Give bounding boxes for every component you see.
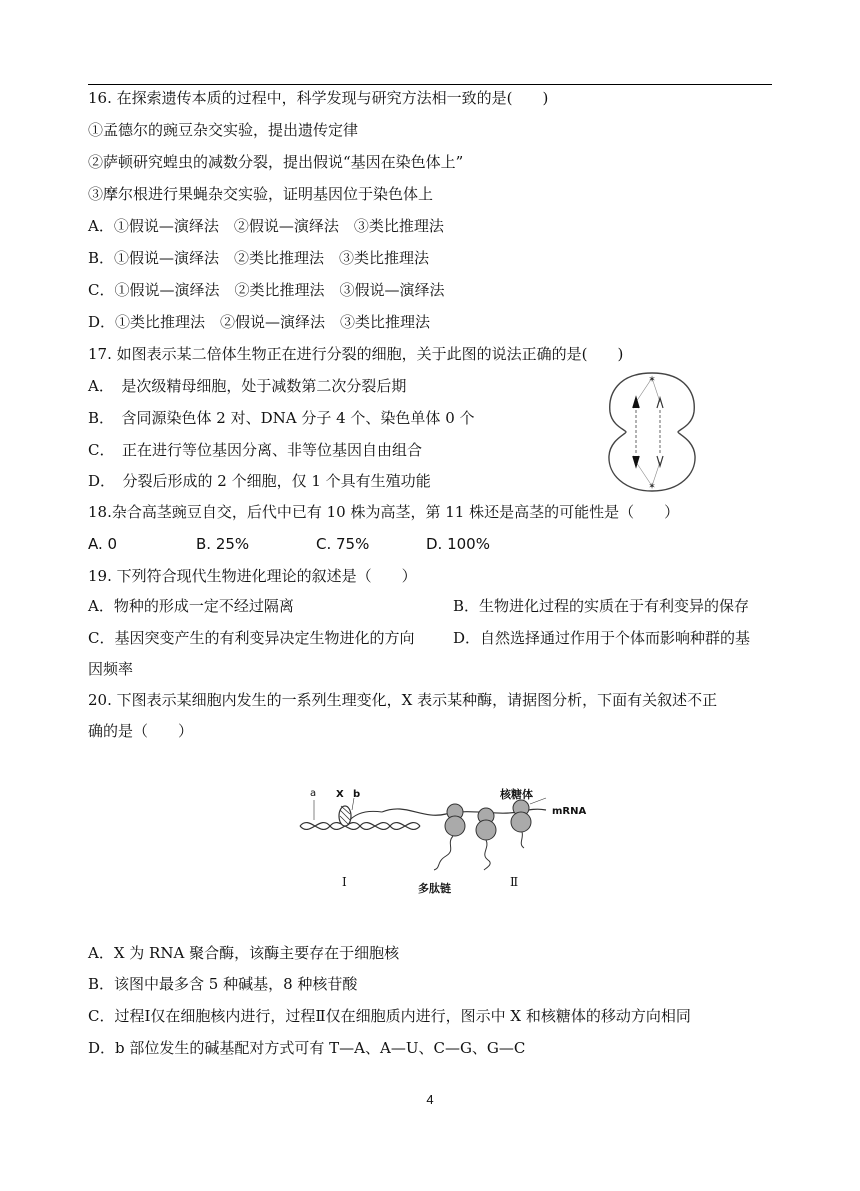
q16-item-1: ①孟德尔的豌豆杂交实验，提出遗传定律 bbox=[88, 121, 359, 139]
q17-option-a: A． 是次级精母细胞，处于减数第二次分裂后期 bbox=[88, 377, 407, 395]
q16-option-d: D．①类比推理法 ②假说—演绎法 ③类比推理法 bbox=[88, 313, 431, 331]
label-b: b bbox=[353, 789, 361, 800]
q16-option-b: B．①假说—演绎法 ②类比推理法 ③类比推理法 bbox=[88, 249, 430, 267]
q19-option-d: D．自然选择通过作用于个体而影响种群的基 bbox=[453, 629, 751, 647]
q17-option-c: C． 正在进行等位基因分离、非等位基因自由组合 bbox=[88, 441, 422, 459]
q20-option-c: C．过程Ⅰ仅在细胞核内进行，过程Ⅱ仅在细胞质内进行，图示中 X 和核糖体的移动方向相同 bbox=[88, 1007, 691, 1025]
q16-stem: 16. 在探索遗传本质的过程中，科学发现与研究方法相一致的是( ) bbox=[88, 89, 549, 107]
q18-option-d: D. 100% bbox=[426, 535, 490, 553]
q16-option-c: C．①假说—演绎法 ②类比推理法 ③假说—演绎法 bbox=[88, 281, 445, 299]
q16-option-a: A．①假说—演绎法 ②假说—演绎法 ③类比推理法 bbox=[88, 217, 444, 235]
q17-stem: 17. 如图表示某二倍体生物正在进行分裂的细胞，关于此图的说法正确的是( ) bbox=[88, 345, 624, 363]
header-rule bbox=[88, 84, 772, 85]
svg-text:✶: ✶ bbox=[648, 482, 656, 492]
label-peptide: 多肽链 bbox=[418, 882, 451, 895]
q19-option-b: B．生物进化过程的实质在于有利变异的保存 bbox=[453, 597, 750, 615]
q20-stem: 20. 下图表示某细胞内发生的一系列生理变化，X 表示某种酶，请据图分析，下面有关叙述不正 bbox=[88, 691, 718, 709]
q19-stem: 19. 下列符合现代生物进化理论的叙述是（ ） bbox=[88, 567, 417, 585]
svg-text:✶: ✶ bbox=[648, 375, 656, 385]
label-a: a bbox=[310, 788, 317, 799]
page-number: 4 bbox=[426, 1092, 434, 1107]
label-mrna: mRNA bbox=[552, 806, 587, 817]
q17-option-d: D． 分裂后形成的 2 个细胞，仅 1 个具有生殖功能 bbox=[88, 472, 431, 490]
transcription-translation-figure bbox=[296, 786, 596, 902]
q20-option-d: D．b 部位发生的碱基配对方式可有 T—A、A—U、C—G、G—C bbox=[88, 1039, 526, 1057]
q18-option-a: A. 0 bbox=[88, 535, 118, 553]
q16-item-2: ②萨顿研究蝗虫的减数分裂，提出假说“基因在染色体上” bbox=[88, 153, 464, 171]
q19-option-d-cont: 因频率 bbox=[88, 660, 134, 678]
label-process-ii: Ⅱ bbox=[510, 875, 519, 889]
label-x: X bbox=[336, 789, 344, 800]
label-process-i: Ⅰ bbox=[342, 875, 347, 889]
label-ribosome: 核糖体 bbox=[500, 788, 533, 801]
q18-option-c: C. 75% bbox=[316, 535, 370, 553]
dividing-cell-figure bbox=[604, 370, 700, 494]
q20-stem-cont: 确的是（ ） bbox=[88, 722, 194, 740]
q18-option-b: B. 25% bbox=[196, 535, 250, 553]
q17-option-b: B． 含同源染色体 2 对、DNA 分子 4 个、染色单体 0 个 bbox=[88, 409, 475, 427]
q20-option-b: B．该图中最多含 5 种碱基，8 种核苷酸 bbox=[88, 975, 358, 993]
q16-item-3: ③摩尔根进行果蝇杂交实验，证明基因位于染色体上 bbox=[88, 185, 434, 203]
q18-stem: 18.杂合高茎豌豆自交，后代中已有 10 株为高茎，第 11 株还是高茎的可能性是（ ） bbox=[88, 503, 680, 521]
q19-option-c: C．基因突变产生的有利变异决定生物进化的方向 bbox=[88, 629, 415, 647]
q20-option-a: A．X 为 RNA 聚合酶，该酶主要存在于细胞核 bbox=[88, 944, 400, 962]
q19-option-a: A．物种的形成一定不经过隔离 bbox=[88, 597, 294, 615]
